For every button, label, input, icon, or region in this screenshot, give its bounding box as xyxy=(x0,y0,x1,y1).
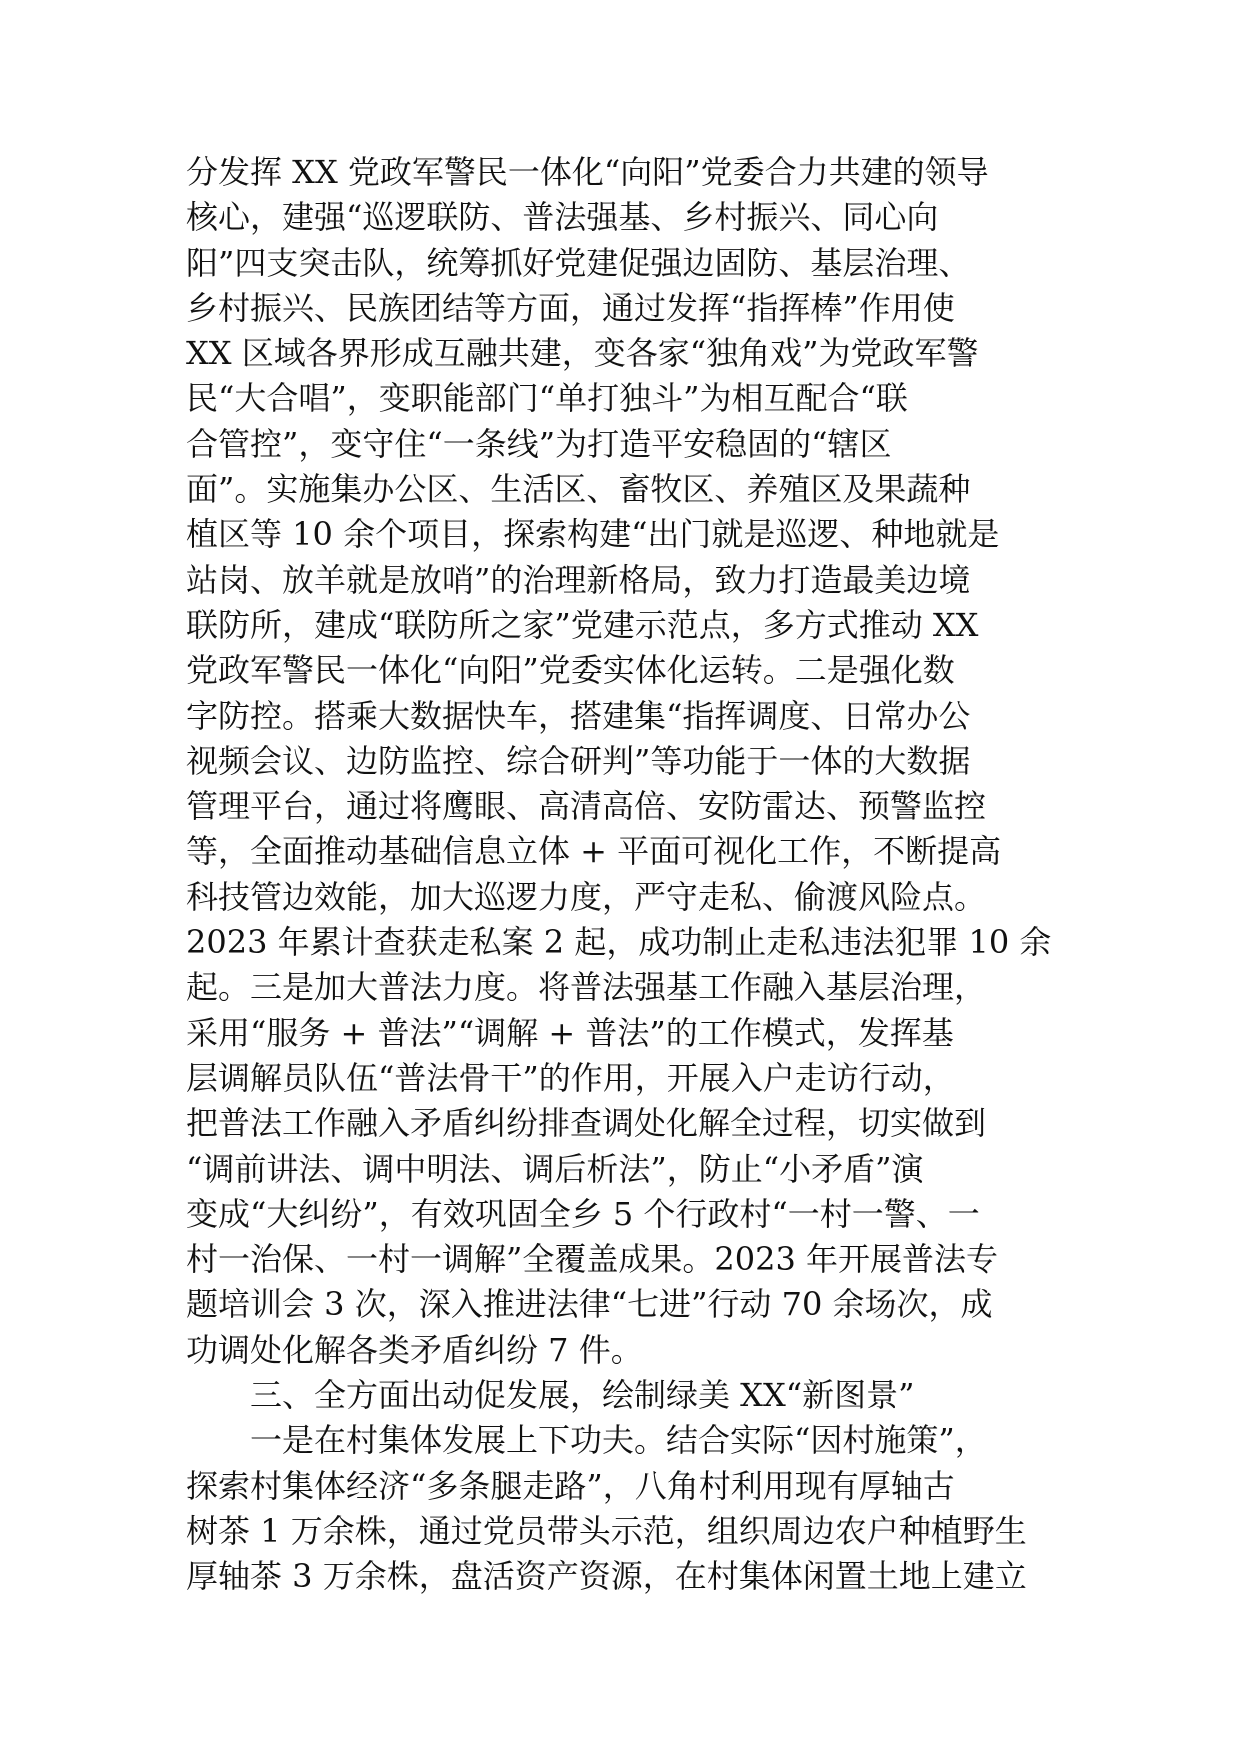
text-line: 分发挥 XX 党政军警民一体化“向阳”党委合力共建的领导 xyxy=(186,153,989,191)
text-line: 变成“大纠纷”，有效巩固全乡 5 个行政村“一村一警、一 xyxy=(186,1194,980,1233)
text-line: 站岗、放羊就是放哨”的治理新格局，致力打造最美边境 xyxy=(186,560,971,599)
text-line: “调前讲法、调中明法、调后析法”，防止“小矛盾”演 xyxy=(186,1149,924,1188)
text-line: 2023 年累计查获走私案 2 起，成功制止走私违法犯罪 10 余 xyxy=(186,923,1052,962)
text-line: 厚轴茶 3 万余株，盘活资产资源，在村集体闲置土地上建立 xyxy=(186,1557,1027,1596)
text-line: 题培训会 3 次，深入推进法律“七进”行动 70 余场次，成 xyxy=(186,1285,993,1324)
text-line: 阳”四支突击队，统筹抓好党建促强边固防、基层治理、 xyxy=(186,243,971,282)
text-line: 起。三是加大普法力度。将普法强基工作融入基层治理， xyxy=(186,968,987,1007)
text-line: 等，全面推动基础信息立体 + 平面可视化工作，不断提高 xyxy=(186,832,1002,871)
text-line: XX 区域各界形成互融共建，变各家“独角戏”为党政军警 xyxy=(186,334,979,373)
text-line: 乡村振兴、民族团结等方面，通过发挥“指挥棒”作用使 xyxy=(186,288,955,327)
text-line: 管理平台，通过将鹰眼、高清高倍、安防雷达、预警监控 xyxy=(186,787,987,826)
text-line: 联防所，建成“联防所之家”党建示范点，多方式推动 XX xyxy=(186,605,979,644)
text-line: 视频会议、边防监控、综合研判”等功能于一体的大数据 xyxy=(186,741,971,780)
text-line: 民“大合唱”，变职能部门“单打独斗”为相互配合“联 xyxy=(186,379,908,418)
text-line: 核心，建强“巡逻联防、普法强基、乡村振兴、同心向 xyxy=(186,198,939,237)
text-line: 一是在村集体发展上下功夫。结合实际“因村施策”， xyxy=(250,1421,987,1460)
text-line: 树茶 1 万余株，通过党员带头示范，组织周边农户种植野生 xyxy=(186,1511,1027,1550)
text-line: 把普法工作融入矛盾纠纷排查调处化解全过程，切实做到 xyxy=(186,1104,987,1143)
text-line: 村一治保、一村一调解”全覆盖成果。2023 年开展普法专 xyxy=(186,1240,998,1279)
text-line: 科技管边效能，加大巡逻力度，严守走私、偷渡风险点。 xyxy=(186,877,987,916)
text-line: 面”。实施集办公区、生活区、畜牧区、养殖区及果蔬种 xyxy=(186,470,971,509)
text-line: 功调处化解各类矛盾纠纷 7 件。 xyxy=(186,1330,643,1369)
text-line: 层调解员队伍“普法骨干”的作用，开展入户走访行动， xyxy=(186,1058,955,1097)
text-line: 党政军警民一体化“向阳”党委实体化运转。二是强化数 xyxy=(186,651,955,690)
document-body xyxy=(186,150,1066,1600)
section-heading: 三、全方面出动促发展，绘制绿美 XX“新图景” xyxy=(250,1376,915,1415)
text-line: 采用“服务 + 普法”“调解 + 普法”的工作模式，发挥基 xyxy=(186,1013,954,1052)
text-line: 探索村集体经济“多条腿走路”，八角村利用现有厚轴古 xyxy=(186,1466,955,1505)
text-line: 字防控。搭乘大数据快车，搭建集“指挥调度、日常办公 xyxy=(186,696,971,735)
text-line: 合管控”，变守住“一条线”为打造平安稳固的“辖区 xyxy=(186,424,892,463)
text-line: 植区等 10 余个项目，探索构建“出门就是巡逻、种地就是 xyxy=(186,515,1000,554)
